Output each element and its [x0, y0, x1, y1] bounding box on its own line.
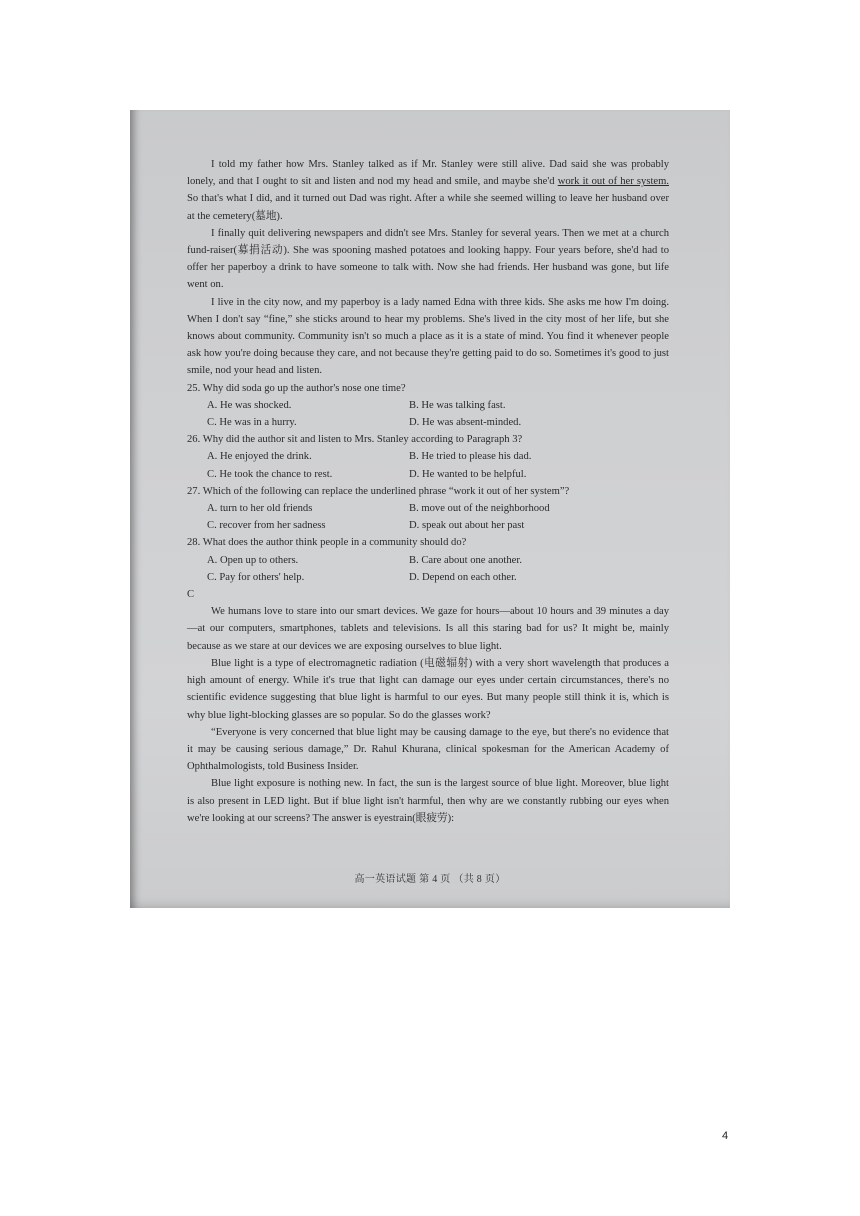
passage-c-paragraph-1: We humans love to stare into our smart devices. We gaze for hours—about 10 hours and 39 minutes a day—at our computers, smartphones, tablets and televisions. Is all this staring bad for us? It might be, mainly because as we stare at our devices we are exposing ourselves to blue light. [187, 606, 669, 652]
question-28 [187, 534, 669, 586]
question-25 [187, 380, 669, 432]
option-b: B. He was talking fast. [409, 399, 506, 411]
option-c: C. He took the chance to rest. [207, 468, 333, 480]
question-stem: 25. Why did soda go up the author's nose one time? [187, 382, 406, 394]
underlined-phrase: work it out of her system. [557, 176, 669, 188]
question-stem: 27. Which of the following can replace the underlined phrase “work it out of her system”? [187, 485, 570, 497]
option-a: A. turn to her old friends [207, 503, 313, 515]
question-26 [187, 431, 669, 483]
option-d: D. He wanted to be helpful. [409, 468, 527, 480]
passage-b-paragraph-1: I told my father how Mrs. Stanley talked as if Mr. Stanley were still alive. Dad said she was probably lonely, and that I ought to sit and listen and nod my head and smile, and maybe she'd work it out of her system. So that's what I did, and it turned out Dad was right. After a while she seemed willing to leave her husband over at the cemetery(墓地). [187, 159, 669, 222]
scanned-page [130, 110, 730, 908]
option-c: C. recover from her sadness [207, 520, 326, 532]
option-d: D. He was absent-minded. [409, 417, 522, 429]
question-stem: 26. Why did the author sit and listen to Mrs. Stanley according to Paragraph 3? [187, 434, 523, 446]
option-b: B. He tried to please his dad. [409, 451, 532, 463]
option-a: A. Open up to others. [207, 554, 299, 566]
option-c: C. He was in a hurry. [207, 417, 297, 429]
page-number: 4 [722, 1130, 729, 1142]
passage-b-paragraph-3: I live in the city now, and my paperboy is a lady named Edna with three kids. She asks me how I'm doing. When I don't say “fine,” she sticks around to hear my problems. She's lived in the city most of her life, but she knows about community. Community isn't so much a place as it is a state of mind. You find it whenever people ask how you're doing because they care, and not because they're getting paid to do so. Sometimes it's good to just smile, nod your head and listen. [187, 296, 669, 377]
option-d: D. speak out about her past [409, 520, 525, 532]
option-b: B. Care about one another. [409, 554, 522, 566]
option-a: A. He was shocked. [207, 399, 292, 411]
option-c: C. Pay for others' help. [207, 571, 305, 583]
passage-c-paragraph-2: Blue light is a type of electromagnetic radiation (电磁辐射) with a very short wavelength that produces a high amount of energy. While it's true that light can damage our eyes under certain circumstances, there's no scientific evidence suggesting that blue light is harmful to our eyes. But many people still think it is, which is why blue light-blocking glasses are so popular. So do the glasses work? [187, 657, 669, 721]
passage-b-paragraph-2: I finally quit delivering newspapers and didn't see Mrs. Stanley for several years. Then we met at a church fund-raiser(募捐活动). She was spooning mashed potatoes and looking happy. Four years before, she'd had to offer her paperboy a drink to have someone to talk with. Now she had friends. Her husband was gone, but life went on. [187, 227, 669, 291]
option-b: B. move out of the neighborhood [409, 503, 550, 515]
question-stem: 28. What does the author think people in a community should do? [187, 537, 467, 549]
page-footer: 高一英语试题 第 4 页 （共 8 页） [354, 874, 506, 885]
passage-c-paragraph-3: “Everyone is very concerned that blue light may be causing damage to the eye, but there's no evidence that it may be causing serious damage,” Dr. Rahul Khurana, clinical spokesman for the American Academy of Ophthalmologists, told Business Insider. [187, 726, 669, 773]
option-a: A. He enjoyed the drink. [207, 451, 312, 463]
page-content [187, 156, 669, 827]
question-27 [187, 483, 669, 535]
option-d: D. Depend on each other. [409, 571, 517, 583]
section-heading: C [187, 589, 195, 601]
passage-c-paragraph-4: Blue light exposure is nothing new. In fact, the sun is the largest source of blue light. Moreover, blue light is also present in LED light. But if blue light isn't harmful, then why are we constantly rubbing our eyes when we're looking at our screens? The answer is eyestrain(眼疲劳): [187, 778, 669, 824]
